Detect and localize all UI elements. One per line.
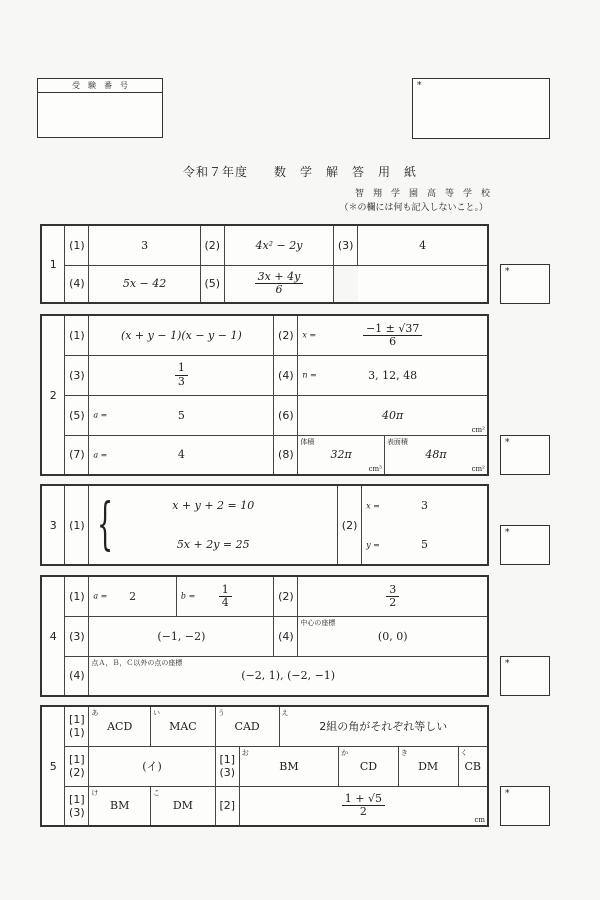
q5-value-ku: CB: [464, 759, 481, 773]
q1-number: 1: [41, 225, 65, 303]
q5-label-1-3a: [215, 746, 239, 786]
q4-answer-5: [89, 656, 488, 696]
q5-value-ka: CD: [359, 759, 378, 773]
q1-label-3: (3): [334, 225, 358, 265]
q5-label-1-2-b: (2): [69, 766, 85, 779]
total-score-box: [412, 78, 550, 139]
q3-answer-1: [89, 485, 338, 565]
q2-answer-3: [89, 355, 274, 395]
q4-number: 4: [41, 576, 65, 696]
q1-answer-3: 4: [358, 225, 488, 265]
exam-number-box: [37, 78, 163, 138]
school-name: 智 翔 学 園 高 等 学 校: [354, 189, 490, 199]
q5-key-ke: け: [91, 788, 99, 797]
q5-answer-u: [215, 706, 279, 746]
q5-key-ku: く: [460, 748, 468, 757]
q2-score-marker: *: [505, 438, 510, 448]
q2-answer-4-value: 3, 12, 48: [368, 368, 418, 382]
q3-answer-y: [362, 525, 488, 565]
q2-number: 2: [41, 315, 65, 475]
q4-answer-4: [298, 616, 488, 656]
q3-number: 3: [41, 485, 65, 565]
q5-label-1-1: [65, 706, 89, 746]
q2-label-1: (1): [65, 315, 89, 355]
q5-key-a: あ: [91, 709, 99, 717]
q3-x-prefix: x =: [366, 501, 380, 510]
q1-answer-5: [224, 265, 333, 303]
q4-center-label: 中心の座標: [300, 618, 336, 627]
q2-answer-8-volume-value: 32π: [330, 448, 352, 462]
q5-answer-o: [239, 746, 338, 786]
q4-b-denominator: 4: [221, 595, 229, 609]
q5-key-ki: き: [400, 748, 408, 757]
page-title: 令和７年度 数 学 解 答 用 紙: [182, 165, 417, 179]
q4-a-value: 2: [129, 589, 137, 603]
q2-label-6: (6): [274, 395, 298, 435]
q5-label-1-1-a: [1]: [69, 713, 85, 727]
q4-answer-b: [176, 576, 274, 616]
q2-surface-label: 表面積: [386, 437, 408, 446]
q2-answer-6-value: 40π: [382, 408, 404, 422]
q5-answer-ke: [89, 786, 151, 826]
q4-label-2: (2): [274, 576, 298, 616]
q2-answer-7-value: 4: [177, 448, 185, 462]
q3-equation-2: 5x + 2y = 25: [176, 538, 250, 551]
q2-a-prefix-7: a =: [93, 450, 108, 460]
q5-value-ke: BM: [110, 799, 130, 813]
q3-table: [40, 484, 489, 566]
q2-table: [40, 314, 489, 476]
q3-y-prefix: y =: [366, 540, 380, 549]
q1-answer-5-numerator: 3x + 4y: [255, 271, 304, 284]
q5-answer-a: [89, 706, 151, 746]
total-score-marker: *: [417, 81, 422, 91]
q4-answer-3: (−1, −2): [89, 616, 274, 656]
q4-label-1: (1): [65, 576, 89, 616]
q4-other-points-label: 点Ａ，Ｂ，Ｃ以外の点の座標: [91, 658, 183, 667]
q5-key-i: い: [153, 709, 161, 717]
q4-answer-2-numerator: 3: [386, 584, 399, 597]
q5-number: 5: [41, 706, 65, 826]
q2-label-2: (2): [274, 315, 298, 355]
q4-label-3: (3): [65, 616, 89, 656]
q5-answer-1-2: (イ): [89, 746, 215, 786]
q5-key-o: お: [241, 748, 249, 757]
q4-table: [40, 575, 489, 697]
q2-answer-6: [298, 395, 488, 435]
q5-value-u: CAD: [234, 719, 260, 733]
q4-label-4: (4): [274, 616, 298, 656]
q3-equation-1: x + y + 2 = 10: [172, 499, 255, 512]
q2-answer-2-numerator: −1 ± √37: [363, 323, 422, 336]
q2-answer-5-value: 5: [177, 408, 185, 422]
q4-a-prefix: a =: [93, 591, 108, 601]
q2-answer-1: (x + y − 1)(x − y − 1): [89, 315, 274, 355]
q5-table: [40, 705, 489, 827]
q2-answer-7: [89, 435, 274, 475]
instruction-note: （＊の欄には何も記入しないこと。）: [339, 203, 488, 213]
q2-label-3: (3): [65, 355, 89, 395]
q1-label-4: (4): [65, 265, 89, 303]
q5-answer-ku: [458, 746, 488, 786]
q2-x-prefix: x =: [302, 330, 317, 340]
q5-label-1-2-a: [1]: [69, 753, 85, 766]
q4-b-numerator: 1: [219, 584, 232, 597]
q3-label-1: (1): [65, 485, 89, 565]
q1-score-box: [500, 264, 550, 304]
q5-label-1-1-b: (1): [69, 726, 85, 740]
q2-label-7: (7): [65, 435, 89, 475]
q4-answer-5-value: (−2, 1), (−2, −1): [241, 669, 336, 683]
q2-answer-6-unit: cm²: [471, 425, 485, 434]
q2-volume-unit: cm³: [368, 465, 382, 473]
q1-answer-4: 5x − 42: [89, 265, 200, 303]
q5-answer-2-denominator: 2: [359, 805, 367, 819]
q5-key-ko: こ: [153, 788, 161, 797]
q5-answer-2-numerator: 1 + √5: [342, 793, 385, 806]
q5-label-2: [2]: [215, 786, 239, 826]
q3-score-box: [500, 525, 550, 565]
q5-answer-2: [239, 786, 488, 826]
q2-label-4: (4): [274, 355, 298, 395]
q2-surface-unit: cm²: [471, 465, 485, 473]
q1-label-2: (2): [200, 225, 224, 265]
q5-label-1-3b: [65, 786, 89, 826]
q2-answer-3-denominator: 3: [177, 374, 185, 388]
q1-answer-2: 4x² − 2y: [224, 225, 333, 265]
q5-key-e: え: [281, 709, 289, 717]
q2-answer-5: [89, 395, 274, 435]
q5-value-i: MAC: [169, 719, 197, 733]
q4-answer-4-value: (0, 0): [377, 629, 408, 643]
q4-score-marker: *: [505, 659, 510, 669]
q5-value-ki: DM: [418, 759, 439, 773]
q2-answer-8-volume: [298, 435, 385, 475]
q3-label-2: (2): [338, 485, 362, 565]
q1-label-5: (5): [200, 265, 224, 303]
q4-answer-2-denominator: 2: [389, 595, 397, 609]
q1-blank-cell: [334, 265, 358, 303]
q2-score-box: [500, 435, 550, 475]
q3-score-marker: *: [505, 528, 510, 538]
q3-brace: {: [97, 492, 114, 557]
q5-score-box: [500, 786, 550, 826]
q2-answer-8-surface-value: 48π: [425, 448, 447, 462]
q5-value-a: ACD: [107, 719, 133, 733]
q5-key-ka: か: [341, 748, 349, 757]
q5-answer-ko: [151, 786, 216, 826]
q5-answer-ki: [398, 746, 458, 786]
q1-score-marker: *: [505, 267, 510, 277]
q5-answer-i: [151, 706, 216, 746]
q3-x-value: 3: [421, 499, 429, 512]
q5-label-1-3b-a: [1]: [69, 792, 85, 806]
q4-b-prefix: b =: [180, 591, 196, 601]
q5-key-u: う: [217, 709, 225, 717]
q4-answer-2: [298, 576, 488, 616]
q2-label-5: (5): [65, 395, 89, 435]
q4-score-box: [500, 656, 550, 696]
q3-y-value: 5: [421, 538, 429, 551]
q5-answer-ka: [339, 746, 399, 786]
q2-answer-8-surface: [384, 435, 488, 475]
q2-a-prefix: a =: [93, 410, 108, 420]
q2-answer-3-numerator: 1: [175, 362, 188, 375]
q1-answer-5-denominator: 6: [275, 283, 283, 297]
q1-table: [40, 224, 489, 304]
q5-answer-e: [279, 706, 488, 746]
q2-volume-label: 体積: [300, 437, 315, 446]
q4-answer-a: [89, 576, 177, 616]
q5-score-marker: *: [505, 789, 510, 799]
q1-label-1: (1): [65, 225, 89, 265]
q5-value-e: 2組の角がそれぞれ等しい: [319, 720, 448, 734]
q2-label-8: (8): [274, 435, 298, 475]
q5-label-1-3b-b: (3): [69, 805, 85, 819]
q2-answer-2: [298, 315, 488, 355]
q1-answer-1: 3: [89, 225, 200, 265]
q5-label-1-3a-b: (3): [219, 766, 236, 779]
q5-answer-2-unit: cm: [474, 816, 485, 824]
q2-n-prefix: n =: [302, 370, 317, 380]
q2-answer-2-denominator: 6: [389, 334, 397, 348]
q5-label-1-2: [65, 746, 89, 786]
exam-number-label: 受 験 番 号: [38, 79, 162, 93]
q5-label-1-3a-a: [1]: [219, 753, 236, 766]
q5-value-ko: DM: [172, 799, 193, 813]
q5-value-o: BM: [279, 759, 299, 773]
q3-answer-x: [362, 485, 488, 525]
q2-answer-4: [298, 355, 488, 395]
q4-label-5: (4): [65, 656, 89, 696]
